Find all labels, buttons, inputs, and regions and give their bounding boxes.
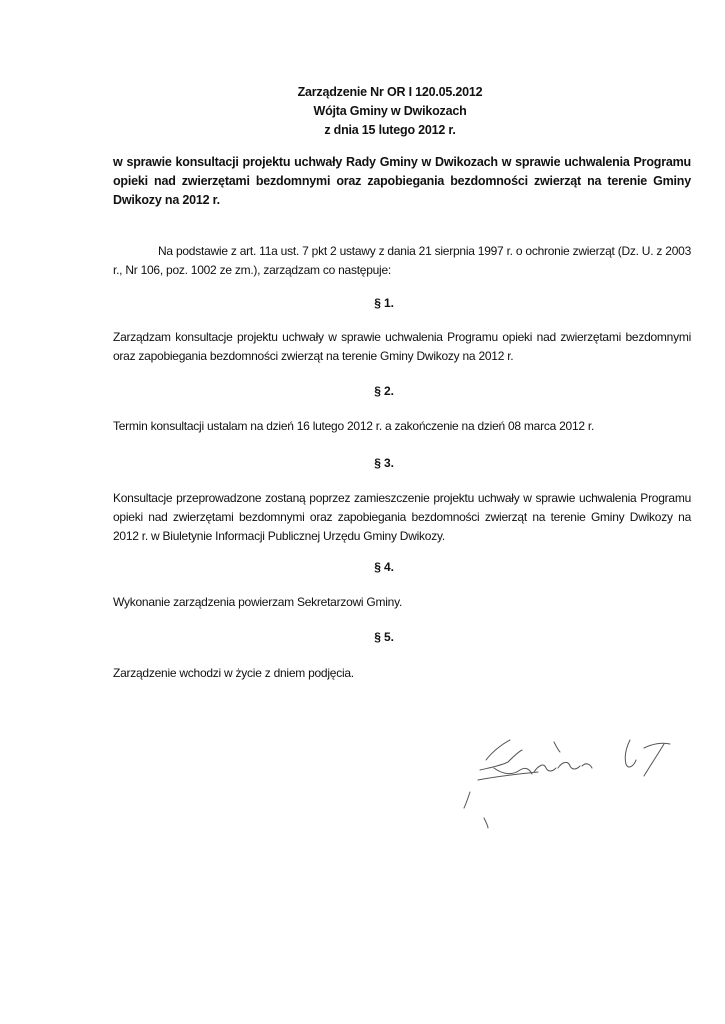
document-header [0, 83, 725, 140]
subject-paragraph: w sprawie konsultacji projektu uchwały Rady Gminy w Dwikozach w sprawie uchwalenia Programu opieki nad zwierzętami bezdomnymi oraz zapobiegania bezdomności zwierząt na terenie Gminy Dwikozy na 2012 r. [113, 155, 691, 207]
section-label-1: § 1. [374, 296, 394, 310]
section-text-2: Termin konsultacji ustalam na dzień 16 lutego 2012 r. a zakończenie na dzień 08 marca 2012 r. [113, 419, 595, 433]
signature-icon [458, 722, 698, 832]
section-label-3: § 3. [374, 456, 394, 470]
issuer-line: Wójta Gminy w Dwikozach [313, 104, 467, 118]
section-text-3: Konsultacje przeprowadzone zostaną poprzez zamieszczenie projektu uchwały w sprawie uchwalenia Programu opieki nad zwierzętami bezdomnymi oraz zapobiegania bezdomności zwierząt na terenie Gminy Dwikozy na 2012 r. w Biuletynie Informacji Publicznej Urzędu Gminy Dwikozy. [113, 491, 691, 543]
preamble-paragraph: Na podstawie z art. 11a ust. 7 pkt 2 ustawy z dania 21 sierpnia 1997 r. o ochronie zwierząt (Dz. U. z 2003 r., Nr 106, poz. 1002 ze zm.), zarządzam co następuje: [113, 244, 691, 277]
section-label-5: § 5. [374, 630, 394, 644]
section-text-1: Zarządzam konsultacje projektu uchwały w sprawie uchwalenia Programu opieki nad zwierzętami bezdomnymi oraz zapobiegania bezdomności zwierząt na terenie Gminy Dwikozy na 2012 r. [113, 330, 691, 363]
date-line: z dnia 15 lutego 2012 r. [324, 123, 456, 137]
section-label-4: § 4. [374, 560, 394, 574]
section-label-2: § 2. [374, 384, 394, 398]
section-text-4: Wykonanie zarządzenia powierzam Sekretarzowi Gminy. [113, 595, 403, 609]
section-text-5: Zarządzenie wchodzi w życie z dniem podjęcia. [113, 666, 354, 680]
ordinance-title: Zarządzenie Nr OR I 120.05.2012 [297, 85, 483, 99]
